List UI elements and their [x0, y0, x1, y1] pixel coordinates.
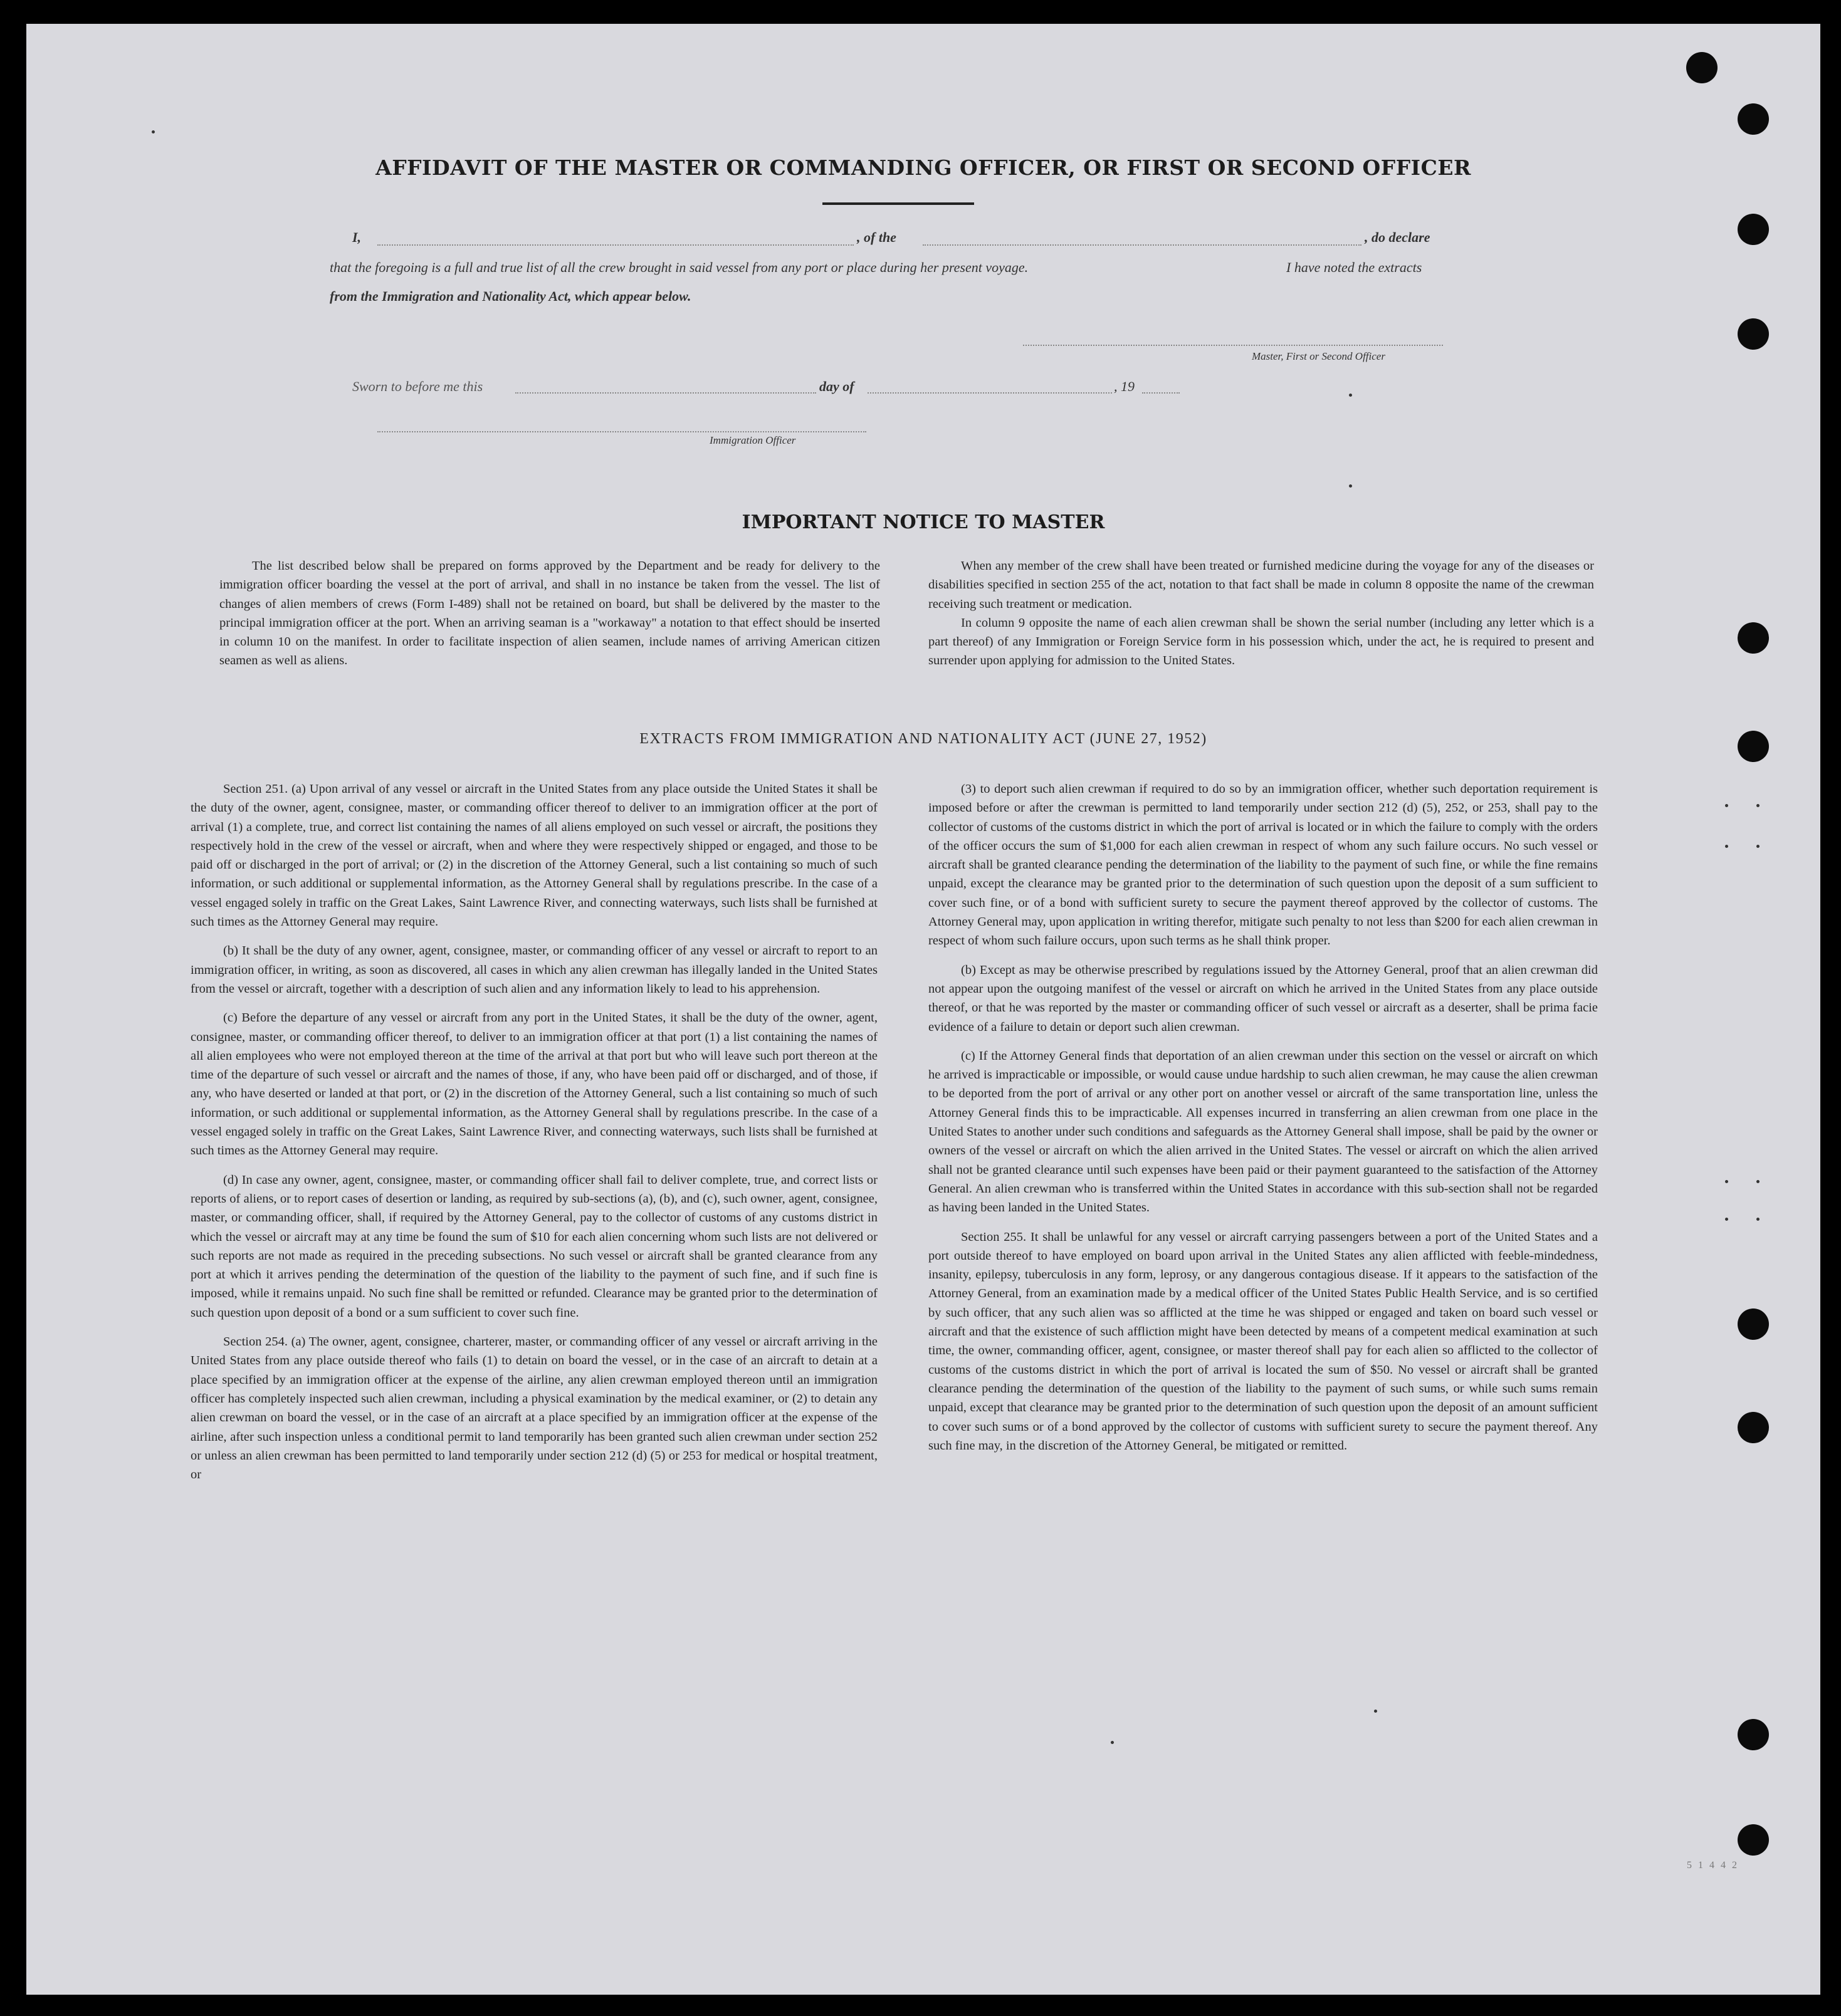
- section-251d: (d) In case any owner, agent, consignee, master, or commanding officer shall fail to deliver complete, true, and correct lists or reports of aliens, or to report cases of desertion or landing, as required by sub-sections (a), (b), and (c), such owner, agent, consignee, master, or commanding officer, shall, if required by the Attorney General, pay to the collector of customs of any customs district in which the vessel or aircraft may at any time be found the sum of $10 for each alien concerning whom such lists are not delivered or such reports are not made as required in the preceding subsections. No such vessel or aircraft shall be granted clearance from any port at which it arrives pending the determination of the question of the liability to the payment of such fine, and if such fine is imposed, while it remains unpaid. No such fine shall be remitted or refunded. Clearance may be granted prior to the determination of such question upon deposit of a bond or a sum sufficient to cover such fine.: [191, 1173, 878, 1320]
- notice-left-text: The list described below shall be prepared on forms approved by the Department and be ready for delivery to the immigration officer boarding the vessel at the port of arrival, and shall in no instance be taken from the vessel. The list of changes of alien members of crews (Form I-489) shall not be retained on board, but shall be delivered by the master to the principal immigration officer at the port. When an arriving seaman is a "workaway" a notation to that effect should be inserted in column 10 on the manifest. In order to facilitate inspection of alien seamen, include names of arriving American citizen seamen as well as aliens.: [219, 559, 880, 668]
- section-255: Section 255. It shall be unlawful for any vessel or aircraft carrying passengers between a port of the United States and a port outside thereof to have employed on board upon arrival in the United States any alien afflicted with feeble-mindedness, insanity, epilepsy, tuberculosis in any form, leprosy, or any dangerous contagious disease. If it appears to the satisfaction of the Attorney General, from an examination made by a medical officer of the United States Public Health Service, and is so certified by such officer, that any such alien was so afflicted at the time he was shipped or engaged and taken on board such vessel or aircraft and that the existence of such affliction might have been detected by means of a competent medical examination at such time, the owner, commanding officer, agent, consignee, or master thereof shall pay for each alien so afflicted to the collector of customs of the customs district in which the port of arrival is located the sum of $50. No vessel or aircraft shall be granted clearance pending the determination of the question of the liability to the payment of such sums, or while such sums remain unpaid, except that clearance may be granted prior to the determination of such question upon the deposit of an amount sufficient to cover such sums or of a bond approved by the collector of customs with sufficient surety to secure the payment thereof. Any such fine may, in the discretion of the Attorney General, be mitigated or remitted.: [928, 1230, 1598, 1453]
- speck: [1756, 1180, 1760, 1183]
- section-251c: (c) Before the departure of any vessel or aircraft from any port in the United States, it shall be the duty of the owner, agent, consignee, master, or commanding officer thereof, to deliver to an immigration officer at that port (1) a list containing the names of all alien employees who were not employed thereon at the time of the arrival at that port but who will leave such port thereon at the time of the departure of such vessel or aircraft and the names of those, if any, who have been paid off or discharged, and of those, if any, who have deserted or landed at that port, or (2) in the discretion of the Attorney General, such a list containing so much of such information, or such additional or supplemental information, as the Attorney General shall by regulations prescribe. In the case of a vessel engaged solely in traffic on the Great Lakes, Saint Lawrence River, and connecting waterways, such lists shall be furnished at such times as the Attorney General may require.: [191, 1011, 878, 1158]
- extracts-title: EXTRACTS FROM IMMIGRATION AND NATIONALITY ACT (JUNE 27, 1952): [639, 731, 1207, 747]
- punch-hole: [1738, 214, 1769, 245]
- punch-hole: [1738, 1824, 1769, 1856]
- speck: [1349, 394, 1352, 397]
- affidavit-title: AFFIDAVIT OF THE MASTER OR COMMANDING OFFICER, OR FIRST OR SECOND OFFICER: [375, 155, 1471, 180]
- punch-hole: [1738, 1308, 1769, 1340]
- name-field[interactable]: [377, 244, 854, 246]
- speck: [152, 130, 155, 133]
- speck: [1725, 1180, 1728, 1183]
- notice-right-text-1: When any member of the crew shall have been treated or furnished medicine during the voyage for any of the diseases or disabilities specified in section 255 of the act, notation to that fact shall be made in column 8 opposite the name of the crewman receiving such treatment or medication.: [928, 559, 1594, 611]
- document-page: [26, 24, 1820, 1995]
- section-251b: (b) It shall be the duty of any owner, agent, consignee, master, or commanding officer of any vessel or aircraft to report to an immigration officer, in writing, as soon as discovered, all cases in which any alien crewman has illegally landed in the United States from the vessel or aircraft, together with a description of such alien and any information likely to lead to his apprehension.: [191, 944, 878, 996]
- sworn-month-field[interactable]: [868, 392, 1112, 394]
- day-of-label: day of: [819, 379, 854, 394]
- punch-hole: [1686, 52, 1718, 83]
- signature-caption: Master, First or Second Officer: [1252, 350, 1385, 362]
- year-label: , 19: [1114, 379, 1135, 394]
- officer-signature-field[interactable]: [377, 431, 866, 432]
- corner-stamp: 5 1 4 4 2: [1687, 1860, 1739, 1871]
- speck: [1374, 1710, 1377, 1713]
- speck: [1111, 1741, 1114, 1744]
- declaration-text-line2: from the Immigration and Nationality Act, which appear below.: [330, 288, 691, 304]
- speck: [1756, 1218, 1760, 1221]
- speck: [1725, 804, 1728, 807]
- speck: [1725, 1218, 1728, 1221]
- declaration-text-line1: that the foregoing is a full and true list of all the crew brought in said vessel from any port or place during her present voyage.: [330, 259, 1029, 275]
- affidavit-do-declare-label: , do declare: [1365, 229, 1430, 245]
- sworn-label: Sworn to before me this: [352, 379, 483, 394]
- punch-hole: [1738, 622, 1769, 654]
- notice-left-paragraph: [219, 556, 880, 671]
- speck: [1349, 484, 1352, 488]
- notice-title: IMPORTANT NOTICE TO MASTER: [742, 511, 1105, 533]
- vessel-field[interactable]: [923, 244, 1361, 246]
- section-254b: (b) Except as may be otherwise prescribed by regulations issued by the Attorney General, proof that an alien crewman did not appear upon the outgoing manifest of the vessel or aircraft on which he arrived in the United States from any place outside thereof, or that he was reported by the master or commanding officer of such vessel or aircraft as a deserter, shall be prima facie evidence of a failure to detain or deport such alien crewman.: [928, 963, 1598, 1034]
- punch-hole: [1738, 1412, 1769, 1443]
- declaration-text-line1b: I have noted the extracts: [1286, 259, 1422, 275]
- punch-hole: [1738, 318, 1769, 350]
- title-underline: [822, 202, 974, 205]
- signature-field[interactable]: [1023, 345, 1443, 346]
- affidavit-i-label: I,: [352, 229, 362, 245]
- punch-hole: [1738, 103, 1769, 135]
- extracts-right-column: [928, 780, 1598, 1465]
- punch-hole: [1738, 1719, 1769, 1750]
- section-254a-cont: (3) to deport such alien crewman if required to do so by an immigration officer, whether such deportation requirement is imposed before or after the crewman is permitted to land temporarily under section 212 (d) (5), 252, or 253, shall pay to the collector of customs of the customs district in which the port of arrival is located or in which the failure to comply with the orders of the officer occurs the sum of $1,000 for each alien crewman in respect of whom any such failure occurs. No such vessel or aircraft shall be granted clearance pending the determination of the liability to the payment of such fine, or while the fine remains unpaid, except the clearance may be granted prior to the determination of such question upon the deposit of a sum sufficient to cover such fine, or of a bond with sufficient surety to secure the payment thereof approved by the collector of customs. The Attorney General may, upon application in writing therefor, mitigate such penalty to not less than $200 for each alien crewman in respect of whom such failure occurs, upon such terms as he shall think proper.: [928, 782, 1598, 948]
- speck: [1725, 845, 1728, 848]
- extracts-left-column: [191, 780, 878, 1494]
- speck: [1756, 845, 1760, 848]
- sworn-day-field[interactable]: [515, 392, 816, 394]
- speck: [1756, 804, 1760, 807]
- sworn-year-field[interactable]: [1142, 392, 1180, 394]
- notice-right-paragraphs: [928, 556, 1594, 671]
- section-254a: Section 254. (a) The owner, agent, consignee, charterer, master, or commanding officer of any vessel or aircraft arriving in the United States from any place outside thereof who fails (1) to detain on board the vessel, or in the case of an aircraft to detain at a place specified by an immigration officer at the expense of the airline, any alien crewman employed thereon until an immigration officer has completely inspected such alien crewman, including a physical examination by the medical examiner, or (2) to detain any alien crewman on board the vessel, or in the case of an aircraft at a place specified by an immigration officer at the expense of the airline, after such inspection unless a conditional permit to land temporarily has been granted such alien crewman under section 252 or unless an alien crewman has been permitted to land temporarily under section 212 (d) (5) or 253 for medical or hospital treatment, or: [191, 1335, 878, 1482]
- section-254c: (c) If the Attorney General finds that deportation of an alien crewman under this section on the vessel or aircraft on which he arrived is impracticable or impossible, or would cause undue hardship to such alien crewman, he may cause the alien crewman to be deported from the port of arrival or any other port on another vessel or aircraft of the same transportation line, unless the Attorney General finds this to be impracticable. All expenses incurred in transferring an alien crewman from one place in the United States to another under such conditions and safeguards as the Attorney General shall impose, shall be paid by the owner or owners of the vessel or aircraft on which the alien arrived in the United States. The vessel or aircraft on which the alien arrived shall not be granted clearance until such expenses have been paid or their payment guaranteed to the satisfaction of the Attorney General. An alien crewman who is transferred within the United States in accordance with this sub-section shall not be regarded as having been landed in the United States.: [928, 1048, 1598, 1215]
- officer-caption: Immigration Officer: [710, 434, 796, 446]
- affidavit-of-the-label: , of the: [857, 229, 896, 245]
- section-251a: Section 251. (a) Upon arrival of any vessel or aircraft in the United States from any place outside the United States it shall be the duty of the owner, agent, consignee, master, or commanding officer thereof to deliver to an immigration officer at the port of arrival (1) a complete, true, and correct list containing the names of all aliens employed on such vessel or aircraft, the positions they respectively hold in the crew of the vessel or aircraft, when and where they were respectively shipped or engaged, and those to be paid off or discharged in the port of arrival; or (2) in the discretion of the Attorney General, such a list containing so much of such information, or such additional or supplemental information, as the Attorney General shall by regulations prescribe. In the case of a vessel engaged solely in traffic on the Great Lakes, Saint Lawrence River, and connecting waterways, such lists shall be furnished at such times as the Attorney General may require.: [191, 782, 878, 929]
- notice-right-text-2: In column 9 opposite the name of each alien crewman shall be shown the serial number (including any letter which is a part thereof) of any Immigration or Foreign Service form in his possession which, under the act, he is required to present and surrender upon applying for admission to the United States.: [928, 615, 1594, 668]
